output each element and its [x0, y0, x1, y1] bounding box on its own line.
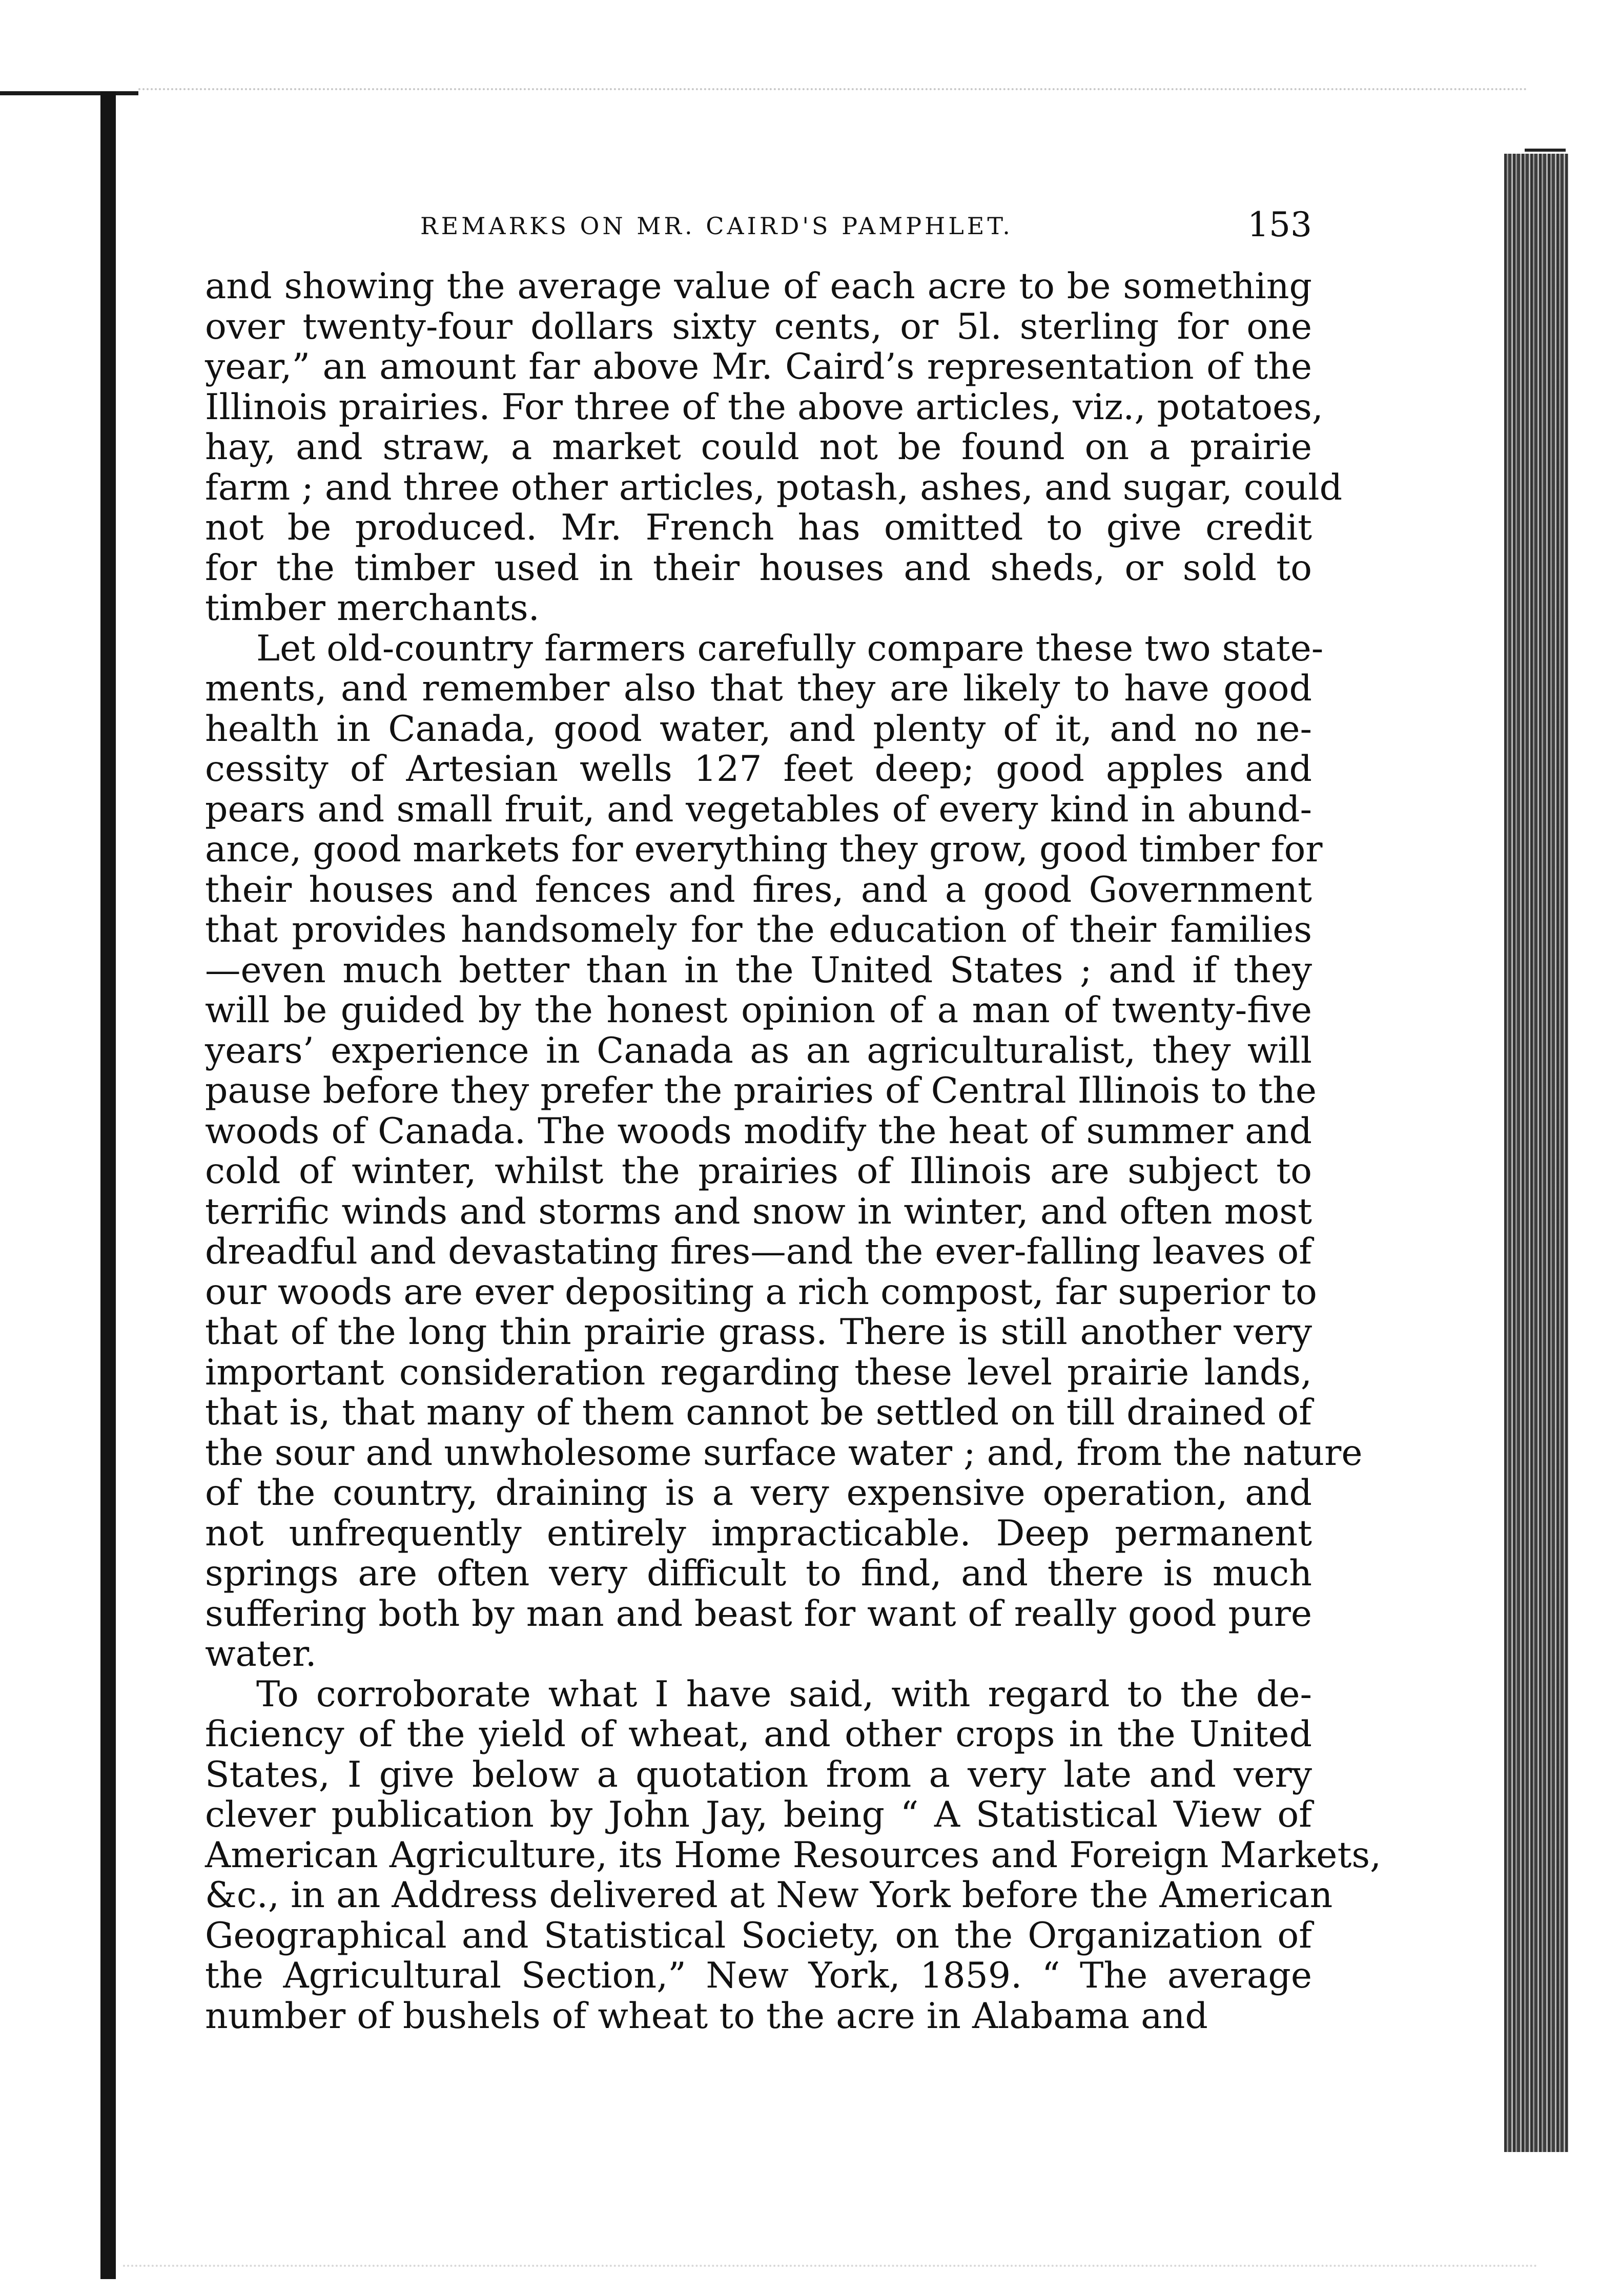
- text-line: clever publication by John Jay, being “ A Statistical View of: [205, 1794, 1312, 1835]
- text-line: farm ; and three other articles, potash, ashes, and sugar, could: [205, 466, 1343, 508]
- body-text: [205, 265, 1382, 2037]
- text-line: —even much better than in the United States ; and if they: [205, 949, 1312, 991]
- scan-right-edge-cap: [1525, 149, 1566, 152]
- text-line: will be guided by the honest opinion of a man of twenty-five: [205, 989, 1312, 1031]
- text-line: that of the long thin prairie grass. There is still another very: [205, 1311, 1312, 1353]
- text-line: ficiency of the yield of wheat, and other crops in the United: [205, 1713, 1312, 1755]
- page-number: 153: [1247, 205, 1312, 244]
- scan-bottom-noise: [123, 2265, 1538, 2269]
- text-line: Illinois prairies. For three of the above articles, viz., potatoes,: [205, 386, 1323, 428]
- text-line: of the country, draining is a very expensive operation, and: [205, 1472, 1312, 1514]
- text-line: hay, and straw, a market could not be found on a prairie: [205, 426, 1312, 468]
- scan-page-edges: [1504, 154, 1568, 2152]
- running-head-title: REMARKS ON MR. CAIRD'S PAMPHLET.: [420, 212, 1013, 240]
- text-line: our woods are ever depositing a rich compost, far superior to: [205, 1271, 1317, 1313]
- text-line: ance, good markets for everything they grow, good timber for: [205, 829, 1323, 870]
- text-line: the sour and unwholesome surface water ; and, from the nature: [205, 1432, 1363, 1474]
- text-line: their houses and fences and fires, and a good Government: [205, 868, 1312, 911]
- text-line: suffering both by man and beast for want of really good pure: [205, 1592, 1312, 1635]
- text-line: pears and small fruit, and vegetables of every kind in abund-: [205, 788, 1312, 830]
- text-line: the Agricultural Section,” New York, 1859. “ The average: [205, 1955, 1312, 1996]
- text-line: To corroborate what I have said, with regard to the de-: [256, 1673, 1312, 1715]
- text-line: cessity of Artesian wells 127 feet deep; good apples and: [205, 748, 1312, 790]
- scan-top-noise: [138, 88, 1528, 92]
- scan-binding-edge: [100, 91, 116, 2279]
- text-line: year,” an amount far above Mr. Caird’s representation of the: [205, 346, 1312, 387]
- text-line: ments, and remember also that they are likely to have good: [205, 668, 1312, 709]
- paragraph: [205, 627, 1363, 1674]
- text-line: timber merchants.: [205, 587, 540, 629]
- text-line: Let old-country farmers carefully compare these two state-: [256, 627, 1324, 669]
- text-line: terrific winds and storms and snow in winter, and often most: [205, 1190, 1312, 1232]
- running-head: [205, 205, 1312, 251]
- text-line: woods of Canada. The woods modify the heat of summer and: [205, 1110, 1312, 1152]
- text-line: number of bushels of wheat to the acre in Alabama and: [205, 1995, 1208, 2037]
- text-line: springs are often very difficult to find, and there is much: [205, 1553, 1312, 1594]
- text-line: that provides handsomely for the education of their families: [205, 909, 1312, 950]
- text-line: cold of winter, whilst the prairies of Illinois are subject to: [205, 1150, 1312, 1192]
- scan-top-rule: [0, 91, 138, 95]
- text-line: not be produced. Mr. French has omitted to give credit: [205, 507, 1312, 548]
- text-line: not unfrequently entirely impracticable. Deep permanent: [205, 1512, 1312, 1554]
- text-line: health in Canada, good water, and plenty of it, and no ne-: [205, 708, 1312, 750]
- text-line: important consideration regarding these level prairie lands,: [205, 1351, 1312, 1393]
- paragraph: [205, 1673, 1382, 2037]
- text-line: for the timber used in their houses and sheds, or sold to: [205, 547, 1312, 589]
- text-line: States, I give below a quotation from a very late and very: [205, 1753, 1312, 1795]
- text-line: Geographical and Statistical Society, on the Organization of: [205, 1914, 1312, 1956]
- text-line: that is, that many of them cannot be settled on till drained of: [205, 1392, 1312, 1433]
- text-line: over twenty-four dollars sixty cents, or 5l. sterling for one: [205, 305, 1312, 347]
- text-line: pause before they prefer the prairies of Central Illinois to the: [205, 1070, 1317, 1111]
- text-line: American Agriculture, its Home Resources and Foreign Markets,: [205, 1834, 1382, 1876]
- text-line: and showing the average value of each acre to be something: [205, 265, 1312, 307]
- text-line: &c., in an Address delivered at New York before the American: [205, 1874, 1333, 1916]
- text-line: water.: [205, 1633, 317, 1674]
- text-line: dreadful and devastating fires—and the ever-falling leaves of: [205, 1231, 1312, 1272]
- text-line: years’ experience in Canada as an agriculturalist, they will: [205, 1029, 1312, 1071]
- paragraph: [205, 265, 1343, 629]
